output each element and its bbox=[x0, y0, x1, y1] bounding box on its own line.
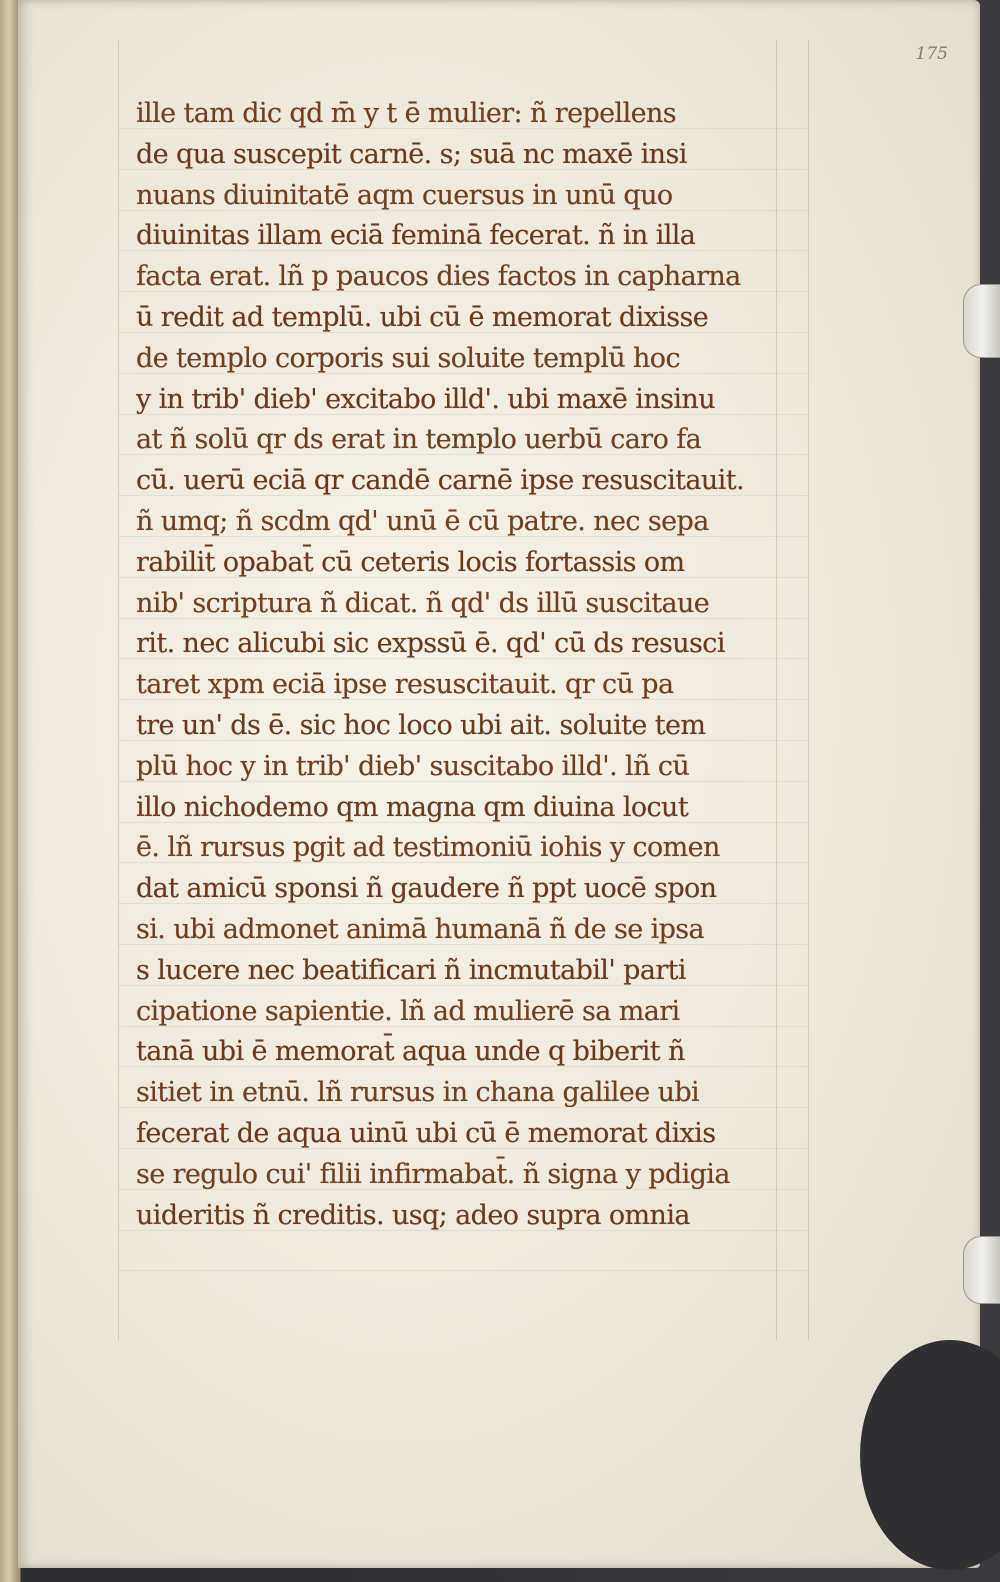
ruling-line bbox=[118, 903, 808, 904]
text-line: nib' scriptura ñ dicat. ñ qd' ds illū suscitaue bbox=[136, 587, 710, 619]
text-line: se regulo cui' filii infirmabat̄. ñ signa y pdigia bbox=[136, 1158, 730, 1190]
manuscript-folio bbox=[18, 0, 980, 1568]
text-line: ñ umq; ñ scdm qd' unū ē cū patre. nec sepa bbox=[136, 505, 709, 537]
text-line: uideritis ñ creditis. usq; adeo supra omnia bbox=[136, 1199, 690, 1231]
text-line: de qua suscepit carnē. s; suā nc maxē insi bbox=[136, 138, 687, 170]
ruling-line bbox=[118, 495, 808, 496]
text-line: rabilit̄ opabat̄ cū ceteris locis fortassis om bbox=[136, 546, 685, 578]
ruling-line bbox=[118, 40, 119, 1340]
ruling-line bbox=[808, 40, 809, 1340]
ruling-line bbox=[118, 862, 808, 863]
text-line: cū. uerū eciā qr candē carnē ipse resuscitauit. bbox=[136, 465, 744, 497]
ruling-line bbox=[118, 944, 808, 945]
text-line: nuans diuinitatē aqm cuersus in unū quo bbox=[136, 179, 673, 211]
ruling-line bbox=[118, 1230, 808, 1231]
ruling-line bbox=[118, 1026, 808, 1027]
text-line: ille tam dic qd m̄ y t ē mulier: ñ repellens bbox=[136, 98, 677, 129]
text-line: y in trib' dieb' excitabo illd'. ubi maxē insinu bbox=[136, 383, 715, 415]
ruling-line bbox=[118, 1107, 808, 1108]
ruling-line bbox=[118, 454, 808, 455]
text-line: at ñ solū qr ds erat in templo uerbū caro fa bbox=[136, 424, 702, 456]
page-clamp bbox=[963, 1236, 1000, 1304]
text-line: fecerat de aqua uinū ubi cū ē memorat dixis bbox=[136, 1117, 716, 1149]
text-line: ū redit ad templū. ubi cū ē memorat dixisse bbox=[136, 301, 709, 333]
text-line: tanā ubi ē memorat̄ aqua unde q biberit ñ bbox=[136, 1036, 685, 1068]
ruling-line bbox=[118, 332, 808, 333]
ruling-line bbox=[118, 658, 808, 659]
text-line: taret xpm eciā ipse resuscitauit. qr cū pa bbox=[136, 669, 674, 701]
ruling-line bbox=[118, 781, 808, 782]
text-line: ē. lñ rursus pgit ad testimoniū iohis y comen bbox=[136, 832, 720, 864]
text-line: s lucere nec beatificari ñ incmutabil' parti bbox=[136, 954, 686, 986]
ruling-line bbox=[118, 210, 808, 211]
page-clamp bbox=[963, 284, 1000, 358]
ruling-line bbox=[118, 699, 808, 700]
text-line: si. ubi admonet animā humanā ñ de se ipsa bbox=[136, 913, 705, 945]
ruling-line bbox=[118, 985, 808, 986]
ruling-line bbox=[118, 373, 808, 374]
text-line: de templo corporis sui soluite templū hoc bbox=[136, 342, 680, 374]
text-line: tre un' ds ē. sic hoc loco ubi ait. soluite tem bbox=[136, 709, 706, 741]
ruling-line bbox=[118, 128, 808, 129]
text-line: dat amicū sponsi ñ gaudere ñ ppt uocē spon bbox=[136, 873, 717, 905]
ruling-line bbox=[118, 1270, 808, 1271]
ruling-line bbox=[118, 740, 808, 741]
ruling-line bbox=[118, 414, 808, 415]
text-line: cipatione sapientie. lñ ad mulierē sa mari bbox=[136, 995, 680, 1027]
ruling-line bbox=[118, 1189, 808, 1190]
ruling-line bbox=[118, 536, 808, 537]
folio-number: 175 bbox=[915, 44, 948, 64]
text-line: rit. nec alicubi sic expssū ē. qd' cū ds resusci bbox=[136, 628, 725, 660]
text-line: diuinitas illam eciā feminā fecerat. ñ in illa bbox=[136, 220, 696, 252]
ruling-line bbox=[118, 1148, 808, 1149]
ruling-line bbox=[118, 291, 808, 292]
ruling-line bbox=[118, 822, 808, 823]
text-line: sitiet in etnū. lñ rursus in chana galilee ubi bbox=[136, 1077, 700, 1109]
ruling-line bbox=[118, 577, 808, 578]
ruling-line bbox=[118, 250, 808, 251]
text-line: illo nichodemo qm magna qm diuina locut bbox=[136, 791, 689, 823]
text-line: facta erat. lñ p paucos dies factos in capharna bbox=[136, 261, 741, 293]
ruling-line bbox=[118, 618, 808, 619]
text-line: plū hoc y in trib' dieb' suscitabo illd'. lñ cū bbox=[136, 750, 690, 782]
ruling-line bbox=[118, 169, 808, 170]
text-column bbox=[136, 94, 796, 1236]
ruling-line bbox=[118, 1066, 808, 1067]
